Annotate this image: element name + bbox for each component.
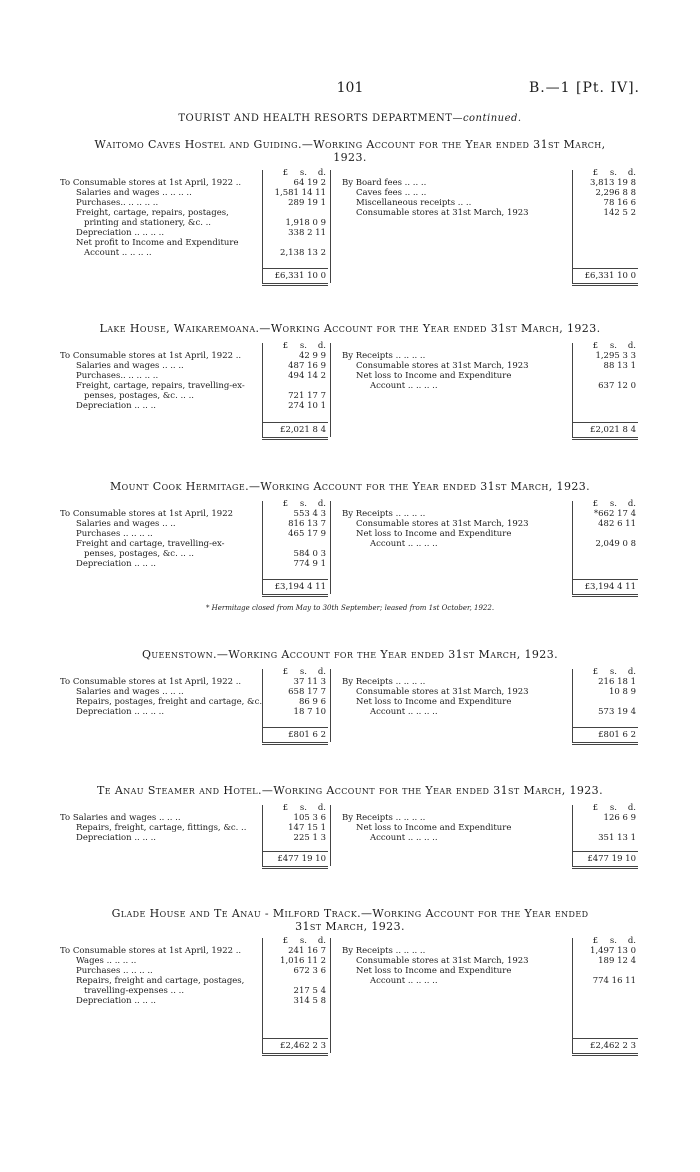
credit-item-label: Account .. .. .. .. (370, 539, 438, 549)
column-header-pound: £ (282, 499, 288, 509)
debit-double-rule (262, 1053, 328, 1054)
debit-item-label: To Consumable stores at 1st April, 1922 (60, 509, 234, 519)
column-header-pence: d. (627, 499, 636, 509)
column-header-shilling: s. (609, 667, 617, 677)
debit-item-label: penses, postages, &c. .. .. (84, 549, 194, 559)
credit-total: £477 19 10 (587, 854, 636, 864)
column-header-pence: d. (317, 667, 326, 677)
credit-column-rule (572, 170, 573, 283)
debit-item-label: To Consumable stores at 1st April, 1922 .. (60, 946, 242, 956)
credit-double-rule (572, 283, 638, 284)
debit-item-label: Depreciation .. .. .. (76, 559, 156, 569)
department-heading (0, 113, 700, 124)
debit-item-label: Depreciation .. .. .. .. (76, 707, 165, 717)
credit-item-amount: *662 17 4 (593, 509, 636, 519)
credit-item-label: By Receipts .. .. .. .. (342, 509, 426, 519)
debit-item-amount: 672 3 6 (293, 966, 326, 976)
credit-column-rule (572, 938, 573, 1053)
debit-total: £6,331 10 0 (274, 271, 326, 281)
credit-item-label: Consumable stores at 31st March, 1923 (356, 519, 529, 529)
credit-item-amount: 637 12 0 (598, 381, 636, 391)
credit-total-rule (572, 851, 638, 852)
debit-item-label: Freight, cartage, repairs, travelling-ex- (76, 381, 245, 391)
column-header-pence: d. (627, 936, 636, 946)
credit-total: £2,021 8 4 (590, 425, 636, 435)
credit-item-amount: 2,296 8 8 (595, 188, 636, 198)
column-header-shilling: s. (299, 499, 307, 509)
debit-double-rule (262, 594, 328, 595)
debit-item-label: Freight and cartage, travelling-ex- (76, 539, 225, 549)
section-title-continued: 1923. (333, 151, 367, 164)
debit-item-label: Repairs, freight, cartage, fittings, &c. .. (76, 823, 247, 833)
debit-item-label: Purchases.. .. .. .. .. (76, 371, 159, 381)
debit-total-rule (262, 851, 328, 852)
debit-double-rule (262, 868, 328, 869)
section-title: Glade House and Te Anau - Milford Track.—Working Account for the Year ended (111, 907, 589, 920)
debit-column-rule (262, 501, 263, 594)
credit-double-rule (572, 868, 638, 869)
credit-double-rule (572, 439, 638, 440)
debit-item-label: Repairs, postages, freight and cartage, &c. (76, 697, 263, 707)
debit-item-amount: 465 17 9 (288, 529, 326, 539)
credit-total-rule (572, 422, 638, 423)
section-title: Queenstown.—Working Account for the Year ended 31st March, 1923. (141, 648, 558, 661)
credit-column-headers (568, 341, 636, 351)
debit-item-amount: 721 17 7 (288, 391, 326, 401)
credit-double-rule (572, 596, 638, 597)
credit-item-amount: 1,497 13 0 (590, 946, 636, 956)
debit-item-amount: 241 16 7 (288, 946, 326, 956)
debit-double-rule (262, 744, 328, 745)
debit-item-amount: 1,016 11 2 (280, 956, 326, 966)
debit-column-rule (262, 938, 263, 1053)
debit-total: £2,462 2 3 (280, 1041, 326, 1051)
debit-item-amount: 553 4 3 (293, 509, 326, 519)
column-header-pound: £ (592, 341, 598, 351)
column-header-shilling: s. (299, 667, 307, 677)
column-header-shilling: s. (609, 936, 617, 946)
column-header-pound: £ (282, 667, 288, 677)
credit-column-headers (568, 168, 636, 178)
credit-item-amount: 2,049 0 8 (595, 539, 636, 549)
credit-item-label: Net loss to Income and Expenditure (356, 697, 512, 707)
credit-total-rule (572, 579, 638, 580)
column-header-pound: £ (592, 168, 598, 178)
credit-item-amount: 774 16 11 (592, 976, 636, 986)
debit-item-amount: 487 16 9 (288, 361, 326, 371)
debit-item-amount: 18 7 10 (293, 707, 326, 717)
debit-item-amount: 86 9 6 (298, 697, 326, 707)
debit-item-label: Salaries and wages .. .. (76, 519, 176, 529)
credit-item-label: Miscellaneous receipts .. .. (356, 198, 472, 208)
debit-column-headers (258, 499, 326, 509)
center-rule (330, 501, 331, 594)
debit-item-label: Purchases.. .. .. .. .. (76, 198, 159, 208)
credit-item-label: Consumable stores at 31st March, 1923 (356, 208, 529, 218)
credit-column-rule (572, 501, 573, 594)
debit-double-rule (262, 1055, 328, 1056)
column-header-shilling: s. (299, 341, 307, 351)
credit-item-label: Net loss to Income and Expenditure (356, 823, 512, 833)
debit-total: £2,021 8 4 (280, 425, 326, 435)
credit-item-label: Net loss to Income and Expenditure (356, 371, 512, 381)
column-header-shilling: s. (609, 803, 617, 813)
debit-item-amount: 147 15 1 (288, 823, 326, 833)
column-header-pound: £ (592, 499, 598, 509)
center-rule (330, 669, 331, 742)
debit-item-label: printing and stationery, &c. .. (84, 218, 212, 228)
debit-item-label: Net profit to Income and Expenditure (76, 238, 239, 248)
credit-item-amount: 1,295 3 3 (595, 351, 636, 361)
column-header-pound: £ (592, 936, 598, 946)
credit-item-amount: 482 6 11 (598, 519, 636, 529)
credit-double-rule (572, 437, 638, 438)
debit-item-label: penses, postages, &c. .. .. (84, 391, 194, 401)
column-header-pound: £ (592, 667, 598, 677)
debit-item-amount: 774 9 1 (293, 559, 326, 569)
credit-item-amount: 10 8 9 (608, 687, 636, 697)
debit-total-rule (262, 579, 328, 580)
column-header-pound: £ (282, 168, 288, 178)
debit-item-amount: 42 9 9 (298, 351, 326, 361)
department-title: TOURIST AND HEALTH RESORTS DEPARTMENT (178, 113, 453, 124)
credit-item-label: Net loss to Income and Expenditure (356, 966, 512, 976)
credit-item-amount: 142 5 2 (603, 208, 636, 218)
column-header-pence: d. (627, 667, 636, 677)
credit-double-rule (572, 744, 638, 745)
section-title-continued: 31st March, 1923. (295, 920, 405, 933)
debit-item-label: Depreciation .. .. .. (76, 401, 156, 411)
credit-column-headers (568, 667, 636, 677)
credit-item-label: Account .. .. .. .. (370, 976, 438, 986)
debit-item-amount: 64 19 2 (293, 178, 326, 188)
credit-total: £801 6 2 (598, 730, 636, 740)
column-header-shilling: s. (609, 168, 617, 178)
credit-item-label: Account .. .. .. .. (370, 833, 438, 843)
debit-item-amount: 289 19 1 (288, 198, 326, 208)
credit-total: £3,194 4 11 (584, 582, 636, 592)
debit-item-label: Freight, cartage, repairs, postages, (76, 208, 229, 218)
debit-item-label: To Consumable stores at 1st April, 1922 .. (60, 677, 242, 687)
column-header-pence: d. (317, 936, 326, 946)
debit-item-label: Wages .. .. .. .. (76, 956, 137, 966)
credit-item-label: Account .. .. .. .. (370, 707, 438, 717)
debit-double-rule (262, 866, 328, 867)
center-rule (330, 170, 331, 283)
credit-double-rule (572, 285, 638, 286)
section-title: Te Anau Steamer and Hotel.—Working Account for the Year ended 31st March, 1923. (97, 784, 603, 797)
section-title: Mount Cook Hermitage.—Working Account for the Year ended 31st March, 1923. (109, 480, 591, 493)
debit-item-amount: 105 3 6 (293, 813, 326, 823)
debit-item-amount: 314 5 8 (293, 996, 326, 1006)
debit-double-rule (262, 596, 328, 597)
credit-double-rule (572, 1055, 638, 1056)
column-header-pence: d. (317, 803, 326, 813)
debit-item-label: Salaries and wages .. .. .. .. (76, 188, 192, 198)
credit-item-label: Caves fees .. .. .. (356, 188, 427, 198)
debit-item-label: To Consumable stores at 1st April, 1922 .. (60, 178, 242, 188)
credit-double-rule (572, 1053, 638, 1054)
column-header-pound: £ (282, 803, 288, 813)
credit-item-label: By Receipts .. .. .. .. (342, 946, 426, 956)
credit-item-amount: 216 18 1 (598, 677, 636, 687)
credit-column-headers (568, 803, 636, 813)
debit-total-rule (262, 1038, 328, 1039)
debit-column-headers (258, 803, 326, 813)
debit-item-amount: 1,581 14 11 (274, 188, 326, 198)
credit-item-label: Consumable stores at 31st March, 1923 (356, 956, 529, 966)
credit-double-rule (572, 742, 638, 743)
debit-item-amount: 658 17 7 (288, 687, 326, 697)
debit-total: £477 19 10 (277, 854, 326, 864)
section-title: Waitomo Caves Hostel and Guiding.—Working Account for the Year ended 31st March, (94, 138, 606, 151)
debit-total-rule (262, 268, 328, 269)
credit-total-rule (572, 268, 638, 269)
credit-column-headers (568, 499, 636, 509)
debit-item-amount: 217 5 4 (293, 986, 326, 996)
debit-column-headers (258, 667, 326, 677)
credit-item-label: Account .. .. .. .. (370, 381, 438, 391)
debit-item-label: Depreciation .. .. .. (76, 833, 156, 843)
credit-total: £6,331 10 0 (584, 271, 636, 281)
credit-item-label: Consumable stores at 31st March, 1923 (356, 361, 529, 371)
debit-item-amount: 816 13 7 (288, 519, 326, 529)
debit-item-label: Purchases .. .. .. .. (76, 529, 153, 539)
debit-double-rule (262, 437, 328, 438)
credit-item-label: Consumable stores at 31st March, 1923 (356, 687, 529, 697)
column-header-pound: £ (592, 803, 598, 813)
column-header-pence: d. (317, 168, 326, 178)
column-header-shilling: s. (609, 341, 617, 351)
credit-column-headers (568, 936, 636, 946)
column-header-pound: £ (282, 341, 288, 351)
debit-item-label: Account .. .. .. .. (84, 248, 152, 258)
credit-total-rule (572, 1038, 638, 1039)
credit-item-amount: 88 13 1 (603, 361, 636, 371)
credit-total: £2,462 2 3 (590, 1041, 636, 1051)
debit-item-amount: 1,918 0 9 (285, 218, 326, 228)
continued-label: —continued. (452, 113, 522, 124)
credit-item-label: By Board fees .. .. .. (342, 178, 427, 188)
debit-item-label: travelling-expenses .. .. (84, 986, 185, 996)
credit-item-label: By Receipts .. .. .. .. (342, 351, 426, 361)
credit-item-amount: 189 12 4 (598, 956, 636, 966)
debit-item-amount: 338 2 11 (288, 228, 326, 238)
debit-total: £3,194 4 11 (274, 582, 326, 592)
debit-double-rule (262, 285, 328, 286)
debit-column-rule (262, 170, 263, 283)
debit-item-label: Depreciation .. .. .. .. (76, 228, 165, 238)
credit-item-amount: 78 16 6 (603, 198, 636, 208)
debit-item-label: Purchases .. .. .. .. (76, 966, 153, 976)
page-number: 101 (336, 80, 364, 96)
credit-item-label: By Receipts .. .. .. .. (342, 677, 426, 687)
column-header-pence: d. (317, 341, 326, 351)
column-header-shilling: s. (299, 936, 307, 946)
column-header-pence: d. (627, 803, 636, 813)
debit-item-amount: 2,138 13 2 (280, 248, 326, 258)
debit-column-headers (258, 168, 326, 178)
debit-item-label: To Salaries and wages .. .. .. (60, 813, 181, 823)
column-header-pound: £ (282, 936, 288, 946)
credit-double-rule (572, 866, 638, 867)
debit-item-label: Depreciation .. .. .. (76, 996, 156, 1006)
credit-item-amount: 351 13 1 (598, 833, 636, 843)
debit-column-headers (258, 341, 326, 351)
credit-item-label: By Receipts .. .. .. .. (342, 813, 426, 823)
credit-item-label: Net loss to Income and Expenditure (356, 529, 512, 539)
debit-item-amount: 225 1 3 (293, 833, 326, 843)
debit-double-rule (262, 742, 328, 743)
debit-double-rule (262, 283, 328, 284)
debit-item-label: Salaries and wages .. .. .. (76, 361, 184, 371)
column-header-pence: d. (317, 499, 326, 509)
credit-double-rule (572, 594, 638, 595)
center-rule (330, 805, 331, 866)
page-reference: B.—1 [Pt. IV]. (528, 80, 640, 96)
center-rule (330, 938, 331, 1053)
column-header-pence: d. (627, 341, 636, 351)
footnote: * Hermitage closed from May to 30th September; leased from 1st October, 1922. (205, 604, 495, 612)
credit-total-rule (572, 727, 638, 728)
debit-item-label: To Consumable stores at 1st April, 1922 .. (60, 351, 242, 361)
debit-item-label: Salaries and wages .. .. .. (76, 687, 184, 697)
debit-double-rule (262, 439, 328, 440)
debit-item-amount: 274 10 1 (288, 401, 326, 411)
debit-item-label: Repairs, freight and cartage, postages, (76, 976, 245, 986)
debit-item-amount: 494 14 2 (288, 371, 326, 381)
section-title: Lake House, Waikaremoana.—Working Account for the Year ended 31st March, 1923. (99, 322, 601, 335)
column-header-shilling: s. (299, 168, 307, 178)
credit-item-amount: 126 6 9 (603, 813, 636, 823)
debit-total-rule (262, 422, 328, 423)
credit-item-amount: 573 19 4 (598, 707, 636, 717)
debit-column-headers (258, 936, 326, 946)
column-header-pence: d. (627, 168, 636, 178)
credit-item-amount: 3,813 19 8 (590, 178, 636, 188)
column-header-shilling: s. (299, 803, 307, 813)
debit-total-rule (262, 727, 328, 728)
column-header-shilling: s. (609, 499, 617, 509)
debit-total: £801 6 2 (288, 730, 326, 740)
debit-item-amount: 37 11 3 (293, 677, 326, 687)
debit-item-amount: 584 0 3 (293, 549, 326, 559)
center-rule (330, 343, 331, 437)
